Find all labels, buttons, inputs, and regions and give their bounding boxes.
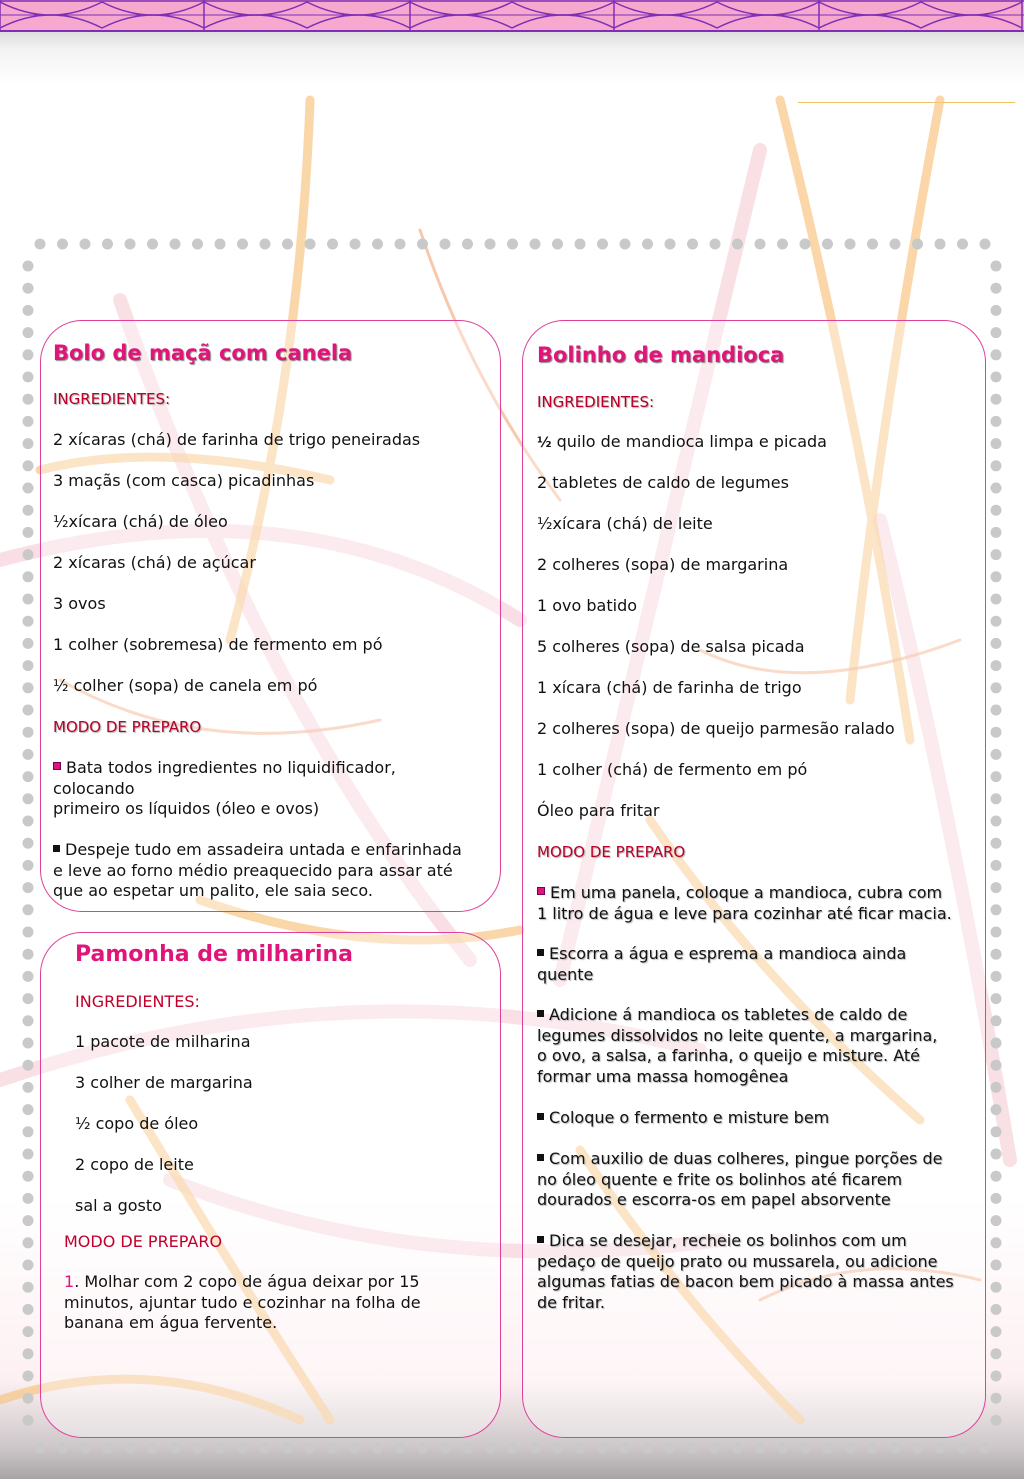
- border-dot: [991, 793, 1002, 804]
- border-dot: [597, 1443, 608, 1454]
- border-dot: [23, 1015, 34, 1026]
- border-dot: [23, 882, 34, 893]
- border-dot: [23, 949, 34, 960]
- bullet-icon: [537, 1236, 544, 1243]
- border-dot: [23, 1237, 34, 1248]
- border-dot: [620, 1443, 631, 1454]
- border-dot: [23, 483, 34, 494]
- border-dot: [800, 239, 811, 250]
- border-dot: [642, 1443, 653, 1454]
- border-dot: [23, 1193, 34, 1204]
- recipe1-step: [53, 840, 498, 902]
- border-dot: [23, 1282, 34, 1293]
- border-dot: [23, 1038, 34, 1049]
- border-dot: [23, 372, 34, 383]
- border-dot: [710, 239, 721, 250]
- border-dot: [732, 239, 743, 250]
- border-dot: [822, 1443, 833, 1454]
- border-dot: [170, 1443, 181, 1454]
- border-dot: [991, 527, 1002, 538]
- border-dot: [991, 571, 1002, 582]
- border-dot: [710, 1443, 721, 1454]
- step-line: algumas fatias de bacon bem picado à massa antes: [537, 1272, 954, 1291]
- border-dot: [991, 1415, 1002, 1426]
- border-dot: [23, 793, 34, 804]
- border-dot: [23, 1104, 34, 1115]
- border-dot: [23, 838, 34, 849]
- border-dot: [575, 239, 586, 250]
- step-line: Bata todos ingredientes no liquidificador,: [66, 758, 396, 777]
- border-dot: [867, 1443, 878, 1454]
- recipe2-title: Bolinho de mandioca: [537, 343, 785, 367]
- border-dot: [23, 549, 34, 560]
- recipe2-ingredient: 5 colheres (sopa) de salsa picada: [537, 637, 805, 656]
- border-dot: [991, 949, 1002, 960]
- recipe3-ingredient: 3 colher de margarina: [75, 1073, 253, 1092]
- border-dot: [991, 1348, 1002, 1359]
- recipe1-ingredient: 3 ovos: [53, 594, 106, 613]
- border-dot: [23, 571, 34, 582]
- border-dot: [57, 1443, 68, 1454]
- border-dot: [23, 438, 34, 449]
- border-dot: [991, 1304, 1002, 1315]
- border-dot: [485, 239, 496, 250]
- recipe2-ingredient: 1 ovo batido: [537, 596, 638, 615]
- border-dot: [372, 239, 383, 250]
- step-number: 1: [64, 1272, 75, 1291]
- border-dot: [552, 1443, 563, 1454]
- border-dot: [575, 1443, 586, 1454]
- border-dot: [192, 1443, 203, 1454]
- recipe3-ingredient: ½ copo de óleo: [75, 1114, 199, 1133]
- border-dot: [23, 1371, 34, 1382]
- recipe2-step: [537, 1231, 983, 1313]
- border-dot: [800, 1443, 811, 1454]
- step-line: formar uma massa homogênea: [537, 1066, 789, 1086]
- border-dot: [23, 660, 34, 671]
- border-dot: [935, 1443, 946, 1454]
- border-dot: [23, 927, 34, 938]
- border-dot: [980, 1443, 991, 1454]
- border-dot: [991, 305, 1002, 316]
- step-line: dourados e escorra-os em papel absorvente: [537, 1190, 891, 1209]
- border-dot: [395, 239, 406, 250]
- bullet-icon: [537, 887, 545, 895]
- recipe1-ingredient: 2 xícaras (chá) de farinha de trigo peneiradas: [53, 430, 421, 449]
- recipe2-ingredient: 2 colheres (sopa) de queijo parmesão ralado: [537, 719, 895, 738]
- border-dot: [957, 239, 968, 250]
- border-dot: [755, 1443, 766, 1454]
- border-dot: [23, 993, 34, 1004]
- recipe2-ingredient: 2 colheres (sopa) de margarina: [537, 555, 789, 574]
- recipe-card-bolo-de-maca: [40, 320, 501, 912]
- step-line: que ao espetar um palito, ele saia seco.: [53, 881, 373, 900]
- step-line: e leve ao forno médio preaquecido para assar até: [53, 860, 453, 880]
- border-dot: [777, 239, 788, 250]
- border-dot: [23, 416, 34, 427]
- border-dot: [991, 483, 1002, 494]
- border-dot: [991, 882, 1002, 893]
- recipe3-ingredient: sal a gosto: [75, 1196, 162, 1215]
- border-dot: [957, 1443, 968, 1454]
- border-dot: [327, 239, 338, 250]
- border-dot: [935, 239, 946, 250]
- recipe2-ingredients-heading: INGREDIENTES:: [537, 393, 655, 411]
- border-dot: [755, 239, 766, 250]
- border-dot: [991, 349, 1002, 360]
- recipe1-ingredient: ½xícara (chá) de óleo: [53, 512, 228, 531]
- border-dot: [305, 239, 316, 250]
- border-dot: [991, 460, 1002, 471]
- border-dot: [991, 660, 1002, 671]
- border-dot: [23, 1415, 34, 1426]
- border-dot: [23, 749, 34, 760]
- recipe1-ingredients-heading: INGREDIENTES:: [53, 390, 171, 408]
- bullet-icon: [537, 1154, 544, 1161]
- recipe3-title: Pamonha de milharina: [75, 942, 353, 967]
- border-dot: [23, 394, 34, 405]
- step-line: banana em água fervente.: [64, 1313, 278, 1332]
- recipe2-step: [537, 1149, 983, 1211]
- border-dot: [890, 239, 901, 250]
- border-dot: [147, 1443, 158, 1454]
- border-dot: [687, 239, 698, 250]
- step-line: Despeje tudo em assadeira untada e enfarinhada: [65, 840, 462, 859]
- border-dot: [991, 438, 1002, 449]
- step-line: 1 litro de água e leve para cozinhar até ficar macia.: [537, 903, 952, 923]
- border-dot: [665, 239, 676, 250]
- border-dot: [991, 705, 1002, 716]
- border-dot: [237, 239, 248, 250]
- border-dot: [23, 349, 34, 360]
- border-dot: [23, 327, 34, 338]
- recipe1-ingredient: 3 maçãs (com casca) picadinhas: [53, 471, 315, 490]
- border-dot: [35, 1443, 46, 1454]
- border-dot: [991, 971, 1002, 982]
- border-dot: [620, 239, 631, 250]
- border-dot: [260, 1443, 271, 1454]
- recipe2-step: [537, 1108, 983, 1129]
- border-dot: [991, 904, 1002, 915]
- border-dot: [125, 239, 136, 250]
- border-dot: [23, 816, 34, 827]
- step-line: de fritar.: [537, 1292, 606, 1312]
- recipe1-method-heading: MODO DE PREPARO: [53, 718, 202, 736]
- border-dot: [372, 1443, 383, 1454]
- border-dot: [991, 1193, 1002, 1204]
- border-dot: [147, 239, 158, 250]
- border-dot: [991, 1082, 1002, 1093]
- recipe2-ingredient: 1 colher (chá) de fermento em pó: [537, 760, 808, 779]
- border-dot: [991, 327, 1002, 338]
- border-dot: [23, 1171, 34, 1182]
- border-dot: [991, 1393, 1002, 1404]
- recipe2-step: [537, 1005, 983, 1087]
- border-dot: [80, 239, 91, 250]
- border-dot: [991, 1149, 1002, 1160]
- bullet-icon: [53, 845, 60, 852]
- border-dot: [23, 505, 34, 516]
- recipe1-ingredient: ½ colher (sopa) de canela em pó: [53, 676, 318, 695]
- border-dot: [215, 1443, 226, 1454]
- border-dot: [23, 1149, 34, 1160]
- recipe2-ingredient: 1 xícara (chá) de farinha de trigo: [537, 678, 802, 697]
- border-dot: [507, 239, 518, 250]
- border-dot: [845, 239, 856, 250]
- recipe2-ingredient: ½xícara (chá) de leite: [537, 514, 713, 533]
- recipe3-ingredients-heading: INGREDIENTES:: [75, 992, 200, 1011]
- border-dot: [642, 239, 653, 250]
- border-dot: [23, 771, 34, 782]
- border-dot: [991, 261, 1002, 272]
- border-dot: [991, 594, 1002, 605]
- recipe1-ingredient: 1 colher (sobremesa) de fermento em pó: [53, 635, 383, 654]
- border-dot: [991, 816, 1002, 827]
- border-dot: [991, 1038, 1002, 1049]
- bullet-icon: [537, 1010, 544, 1017]
- border-dot: [530, 1443, 541, 1454]
- recipe2-ingredient: 2 tabletes de caldo de legumes: [537, 473, 789, 492]
- step-line: colocando: [53, 778, 135, 798]
- recipe1-step: [53, 758, 498, 820]
- border-dot: [991, 372, 1002, 383]
- border-dot: [350, 1443, 361, 1454]
- border-dot: [23, 904, 34, 915]
- bullet-icon: [537, 1113, 544, 1120]
- step-line: Escorra a água e esprema a mandioca ainda: [549, 944, 907, 963]
- recipe3-ingredient: 2 copo de leite: [75, 1155, 194, 1174]
- step-line: Dica se desejar, recheie os bolinhos com um: [549, 1231, 907, 1250]
- recipe3-ingredient: 1 pacote de milharina: [75, 1032, 251, 1051]
- border-dot: [991, 1060, 1002, 1071]
- border-dot: [822, 239, 833, 250]
- border-dot: [23, 971, 34, 982]
- step-line: quente: [537, 964, 594, 984]
- border-dot: [23, 460, 34, 471]
- border-dot: [991, 838, 1002, 849]
- border-dot: [991, 749, 1002, 760]
- recipe1-ingredient: 2 xícaras (chá) de açúcar: [53, 553, 256, 572]
- step-line: minutos, ajuntar tudo e cozinhar na folha de: [64, 1292, 421, 1312]
- border-dot: [23, 1215, 34, 1226]
- border-dot: [305, 1443, 316, 1454]
- step-line: Coloque o fermento e misture bem: [549, 1108, 830, 1127]
- border-dot: [23, 261, 34, 272]
- border-dot: [991, 616, 1002, 627]
- border-dot: [485, 1443, 496, 1454]
- border-dot: [440, 239, 451, 250]
- border-dot: [237, 1443, 248, 1454]
- border-dot: [35, 239, 46, 250]
- border-dot: [991, 1371, 1002, 1382]
- border-dot: [102, 1443, 113, 1454]
- border-dot: [991, 1015, 1002, 1026]
- border-dot: [350, 239, 361, 250]
- bullet-icon: [53, 762, 61, 770]
- step-line: no óleo quente e frite os bolinhos até ficarem: [537, 1169, 903, 1189]
- border-dot: [23, 1060, 34, 1071]
- border-dot: [440, 1443, 451, 1454]
- border-dot: [125, 1443, 136, 1454]
- ingredient-text: quilo de mandioca limpa e picada: [551, 432, 827, 451]
- border-dot: [170, 239, 181, 250]
- border-dot: [991, 1326, 1002, 1337]
- border-dot: [23, 1126, 34, 1137]
- step-line: pedaço de queijo prato ou mussarela, ou adicione: [537, 1251, 938, 1271]
- border-dot: [327, 1443, 338, 1454]
- border-dot: [192, 239, 203, 250]
- border-dot: [23, 616, 34, 627]
- border-dot: [991, 771, 1002, 782]
- border-dot: [57, 239, 68, 250]
- border-dot: [991, 927, 1002, 938]
- border-dot: [23, 638, 34, 649]
- border-dot: [23, 305, 34, 316]
- border-dot: [395, 1443, 406, 1454]
- border-dot: [23, 727, 34, 738]
- border-dot: [991, 1126, 1002, 1137]
- border-dot: [552, 239, 563, 250]
- border-dot: [991, 1215, 1002, 1226]
- border-dot: [80, 1443, 91, 1454]
- recipe3-step: [64, 1272, 484, 1334]
- border-dot: [687, 1443, 698, 1454]
- border-dot: [991, 283, 1002, 294]
- step-line: legumes dissolvidos no leite quente, a margarina,: [537, 1025, 938, 1045]
- border-dot: [507, 1443, 518, 1454]
- border-dot: [282, 1443, 293, 1454]
- step-line: o ovo, a salsa, a farinha, o queijo e misture. Até: [537, 1046, 921, 1065]
- recipe3-method-heading: MODO DE PREPARO: [64, 1232, 223, 1251]
- border-dot: [991, 1104, 1002, 1115]
- border-dot: [991, 993, 1002, 1004]
- border-dot: [23, 1326, 34, 1337]
- border-dot: [23, 682, 34, 693]
- border-dot: [867, 239, 878, 250]
- border-dot: [417, 239, 428, 250]
- border-dot: [462, 1443, 473, 1454]
- border-dot: [845, 1443, 856, 1454]
- border-dot: [23, 527, 34, 538]
- border-dot: [777, 1443, 788, 1454]
- border-dot: [102, 239, 113, 250]
- border-dot: [23, 860, 34, 871]
- border-dot: [732, 1443, 743, 1454]
- step-line: . Molhar com 2 copo de água deixar por 15: [74, 1272, 420, 1291]
- border-dot: [980, 239, 991, 250]
- border-dot: [260, 239, 271, 250]
- border-dot: [991, 727, 1002, 738]
- recipe2-step: [537, 944, 983, 985]
- border-dot: [597, 239, 608, 250]
- border-dot: [23, 594, 34, 605]
- border-dot: [991, 549, 1002, 560]
- fraction: ½: [537, 435, 552, 451]
- border-dot: [890, 1443, 901, 1454]
- border-dot: [912, 1443, 923, 1454]
- recipe2-ingredient: [537, 432, 827, 451]
- border-dot: [23, 1348, 34, 1359]
- border-dot: [23, 1304, 34, 1315]
- border-dot: [991, 505, 1002, 516]
- step-line: Com auxilio de duas colheres, pingue porções de: [549, 1149, 943, 1168]
- border-dot: [991, 416, 1002, 427]
- border-dot: [215, 239, 226, 250]
- border-dot: [991, 638, 1002, 649]
- border-dot: [665, 1443, 676, 1454]
- border-dot: [912, 239, 923, 250]
- border-dot: [23, 1082, 34, 1093]
- step-line: Em uma panela, coloque a mandioca, cubra com: [550, 883, 943, 902]
- bullet-icon: [537, 949, 544, 956]
- recipe2-method-heading: MODO DE PREPARO: [537, 843, 686, 861]
- border-dot: [23, 1393, 34, 1404]
- border-dot: [417, 1443, 428, 1454]
- border-dot: [991, 394, 1002, 405]
- border-dot: [282, 239, 293, 250]
- border-dot: [991, 1171, 1002, 1182]
- border-dot: [23, 1260, 34, 1271]
- border-dot: [462, 239, 473, 250]
- border-dot: [991, 1237, 1002, 1248]
- border-dot: [991, 1282, 1002, 1293]
- border-dot: [991, 1260, 1002, 1271]
- border-dot: [530, 239, 541, 250]
- border-dot: [23, 705, 34, 716]
- recipe1-title: Bolo de maçã com canela: [53, 341, 353, 365]
- recipe2-step: [537, 883, 983, 924]
- border-dot: [991, 682, 1002, 693]
- border-dot: [991, 860, 1002, 871]
- border-dot: [23, 283, 34, 294]
- step-line: primeiro os líquidos (óleo e ovos): [53, 799, 320, 818]
- recipe2-ingredient: Óleo para fritar: [537, 801, 660, 820]
- step-line: Adicione á mandioca os tabletes de caldo de: [549, 1005, 908, 1024]
